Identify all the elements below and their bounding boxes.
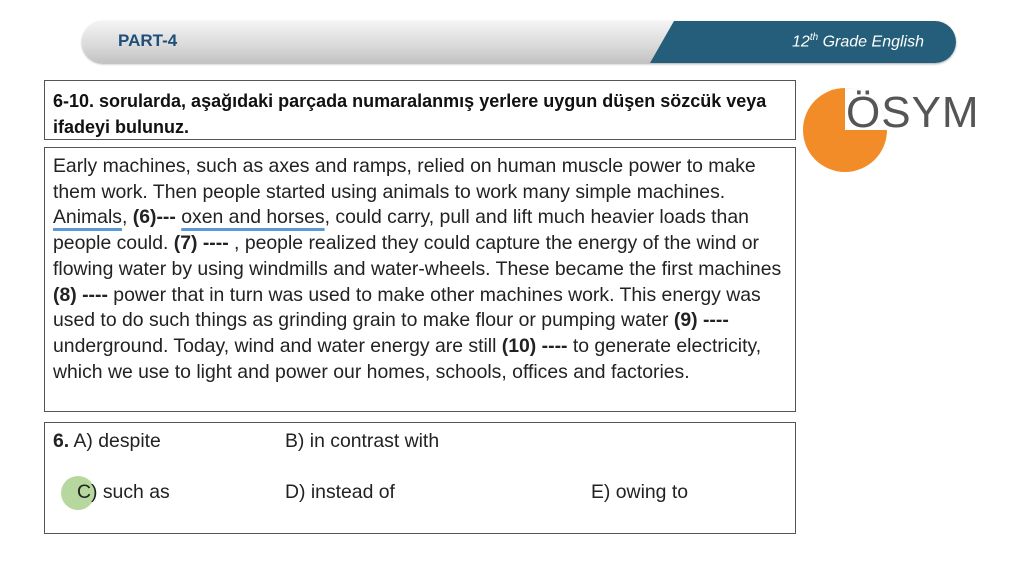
blank-7: (7) ----	[173, 232, 229, 255]
blank-6: (6)---	[132, 206, 176, 229]
option-d[interactable]: D) instead of	[285, 481, 395, 503]
grade-title: 12th Grade English	[792, 32, 924, 51]
header-banner	[82, 21, 956, 63]
option-a[interactable]: 6. A) despite	[53, 430, 161, 452]
option-e[interactable]: E) owing to	[591, 481, 689, 503]
option-c[interactable]: C) such as	[77, 481, 170, 503]
answer-options	[44, 422, 796, 534]
part-label: PART-4	[118, 31, 178, 50]
underlined-animals: Animals	[53, 206, 122, 229]
passage-box: Early machines, such as axes and ramps, relied on human muscle power to make them work. Then people started using animals to work many simple machines. Animals, (6)--- oxen and horses, could carry, pull and lift much heavier loads than people could. (7) ---- , people realized they could capture the energy of the wind or flowing water by using windmills and water-wheels. These became the first machines (8) ---- power that in turn was used to make other machines work. This energy was used to do such things as grinding grain to make flour or pumping water (9) ---- underground. Today, wind and water energy are still (10) ---- to generate electricity, which we use to light and power our homes, schools, offices and factories.	[44, 147, 796, 412]
logo-text: ÖSYM	[846, 88, 980, 137]
underlined-oxen: oxen and horses	[181, 206, 325, 229]
blank-10: (10) ----	[501, 334, 568, 357]
instruction-box: 6-10. sorularda, aşağıdaki parçada numaralanmış yerlere uygun düşen sözcük veya ifadeyi bulunuz.	[44, 80, 796, 140]
blank-9: (9) ----	[673, 309, 729, 332]
option-b[interactable]: B) in contrast with	[285, 430, 440, 452]
blank-8: (8) ----	[53, 283, 108, 306]
